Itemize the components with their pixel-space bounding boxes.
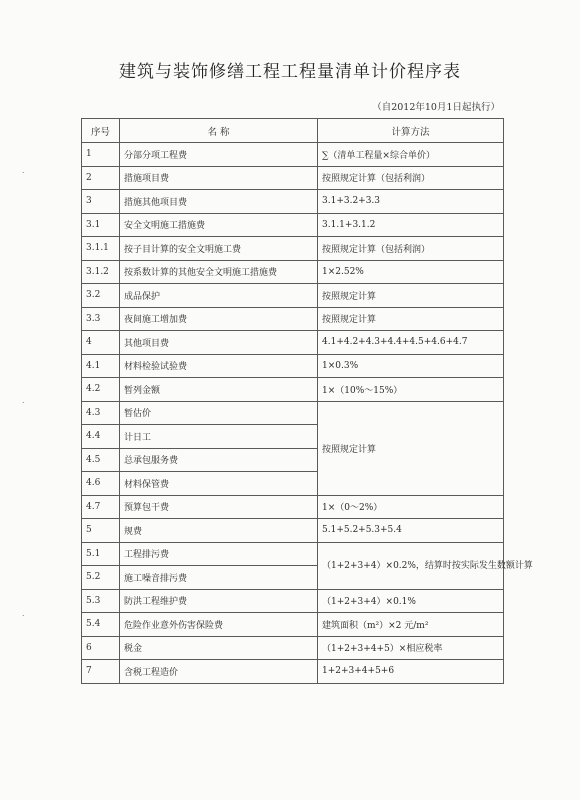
row-method: 3.1.1+3.1.2 — [318, 213, 504, 237]
table-row — [82, 636, 504, 660]
table-row — [82, 589, 504, 613]
row-seq: 7 — [82, 660, 120, 684]
row-seq: 4.5 — [82, 448, 120, 472]
merged-method-4-3-to-4-6: 按照规定计算 — [318, 401, 504, 495]
row-seq: 2 — [82, 166, 120, 190]
row-method: ∑（清单工程量×综合单价） — [318, 143, 504, 167]
table-row — [82, 260, 504, 284]
row-name: 材料保管费 — [120, 472, 318, 496]
table-row — [82, 378, 504, 402]
header-name: 名 称 — [120, 119, 318, 143]
row-seq: 4.4 — [82, 425, 120, 449]
row-method: 按照规定计算（包括利润） — [318, 237, 504, 261]
row-method: （1+2+3+4+5）×相应税率 — [318, 636, 504, 660]
table-row — [82, 284, 504, 308]
row-name: 总承包服务费 — [120, 448, 318, 472]
row-seq: 3.3 — [82, 307, 120, 331]
row-method: 4.1+4.2+4.3+4.4+4.5+4.6+4.7 — [318, 331, 504, 355]
table-row — [82, 307, 504, 331]
table-row — [82, 166, 504, 190]
row-name: 夜间施工增加费 — [120, 307, 318, 331]
table-row — [82, 354, 504, 378]
row-name: 暂列金额 — [120, 378, 318, 402]
row-method: （1+2+3+4）×0.1% — [318, 589, 504, 613]
document-title: 建筑与装饰修缮工程工程量清单计价程序表 — [119, 62, 461, 82]
row-seq: 5.1 — [82, 542, 120, 566]
row-name: 其他项目费 — [120, 331, 318, 355]
row-seq: 3.1 — [82, 213, 120, 237]
pricing-procedure-table — [81, 118, 533, 684]
row-seq: 5.2 — [82, 566, 120, 590]
scan-mark: ˙ — [21, 172, 26, 182]
merged-method-5-1-to-5-2: （1+2+3+4）×0.2%，结算时按实际发生数额计算 — [318, 542, 504, 589]
header-seq: 序号 — [82, 119, 120, 143]
row-name: 施工噪音排污费 — [120, 566, 318, 590]
row-seq: 5 — [82, 519, 120, 543]
row-method: 按照规定计算 — [318, 284, 504, 308]
row-method: 3.1+3.2+3.3 — [318, 190, 504, 214]
row-name: 工程排污费 — [120, 542, 318, 566]
row-name: 暂估价 — [120, 401, 318, 425]
row-seq: 3.2 — [82, 284, 120, 308]
row-name: 税金 — [120, 636, 318, 660]
effective-date-note: （自2012年10月1日起执行） — [372, 102, 500, 113]
table-row — [82, 190, 504, 214]
row-method: 5.1+5.2+5.3+5.4 — [318, 519, 504, 543]
row-name: 危险作业意外伤害保险费 — [120, 613, 318, 637]
row-seq: 5.3 — [82, 589, 120, 613]
row-name: 措施项目费 — [120, 166, 318, 190]
row-seq: 1 — [82, 143, 120, 167]
table-header-row — [82, 119, 504, 143]
row-method: 按照规定计算（包括利润） — [318, 166, 504, 190]
row-seq: 4.1 — [82, 354, 120, 378]
row-method: 1+2+3+4+5+6 — [318, 660, 504, 684]
scan-mark: ˙ — [21, 402, 26, 412]
row-name: 按子目计算的安全文明施工费 — [120, 237, 318, 261]
row-method: 1×（0～2%） — [318, 495, 504, 519]
row-name: 材料检验试验费 — [120, 354, 318, 378]
table-row — [82, 237, 504, 261]
row-seq: 3.1.1 — [82, 237, 120, 261]
row-name: 安全文明施工措施费 — [120, 213, 318, 237]
row-name: 成品保护 — [120, 284, 318, 308]
table-row — [82, 613, 504, 637]
table-row — [82, 495, 504, 519]
table-row — [82, 660, 504, 684]
table-row — [82, 542, 504, 566]
row-name: 规费 — [120, 519, 318, 543]
row-name: 含税工程造价 — [120, 660, 318, 684]
row-name: 按系数计算的其他安全文明施工措施费 — [120, 260, 318, 284]
row-method: 1×0.3% — [318, 354, 504, 378]
scan-mark: ˙ — [21, 615, 26, 625]
row-name: 分部分项工程费 — [120, 143, 318, 167]
row-method: 1×2.52% — [318, 260, 504, 284]
row-name: 预算包干费 — [120, 495, 318, 519]
table-row — [82, 213, 504, 237]
row-method: 1×（10%～15%） — [318, 378, 504, 402]
row-seq: 4.3 — [82, 401, 120, 425]
row-seq: 4.2 — [82, 378, 120, 402]
table-row — [82, 401, 504, 425]
row-name: 防洪工程维护费 — [120, 589, 318, 613]
header-method: 计算方法 — [318, 119, 504, 143]
row-seq: 3.1.2 — [82, 260, 120, 284]
row-method: 建筑面积（m²）×2 元/m² — [318, 613, 504, 637]
row-seq: 6 — [82, 636, 120, 660]
row-seq: 4 — [82, 331, 120, 355]
table-row — [82, 519, 504, 543]
row-method: 按照规定计算 — [318, 307, 504, 331]
row-seq: 4.7 — [82, 495, 120, 519]
row-seq: 5.4 — [82, 613, 120, 637]
table-row — [82, 143, 504, 167]
table-row — [82, 331, 504, 355]
row-name: 措施其他项目费 — [120, 190, 318, 214]
row-seq: 4.6 — [82, 472, 120, 496]
row-name: 计日工 — [120, 425, 318, 449]
row-seq: 3 — [82, 190, 120, 214]
